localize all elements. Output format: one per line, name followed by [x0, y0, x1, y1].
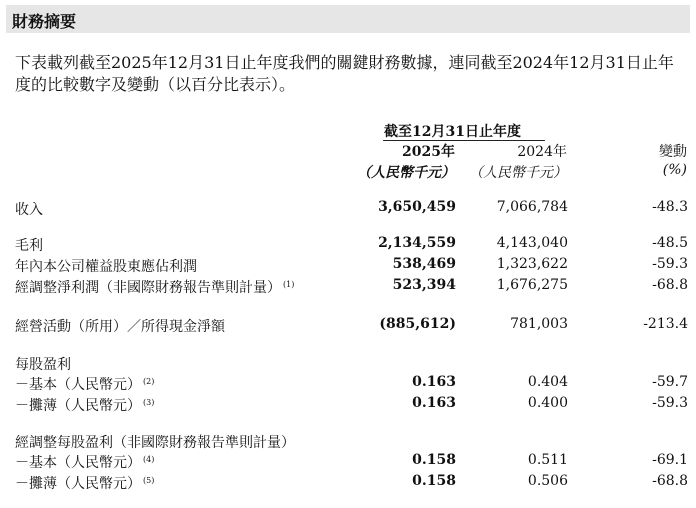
change-value: -69.1	[652, 452, 688, 468]
row-label: －攤薄（人民幣元） $^{(5)}$	[15, 476, 155, 492]
section-title: 財務摘要	[12, 12, 77, 31]
table-row	[0, 354, 696, 374]
value-2025: 3,650,459	[378, 199, 456, 215]
footnote-marker: (4)	[143, 455, 155, 464]
table-row	[0, 395, 696, 415]
table-row	[0, 432, 696, 452]
unit-2024-header: （人民幣千元）	[469, 165, 567, 181]
footnote-marker: (2)	[143, 377, 155, 386]
change-header: 變動	[659, 144, 687, 160]
change-unit-header: (%)	[662, 162, 687, 178]
section-title-bar	[6, 5, 690, 33]
value-2025: 0.158	[412, 452, 456, 468]
value-2025: 0.163	[412, 374, 456, 390]
table-row	[0, 374, 696, 394]
period-header: 截至12月31日止年度	[384, 124, 521, 140]
table-row	[0, 256, 696, 276]
value-2024: 0.511	[527, 452, 568, 468]
row-label: 毛利	[15, 238, 43, 254]
row-label: －攤薄（人民幣元） $^{(3)}$	[15, 398, 155, 414]
table-row	[0, 473, 696, 493]
value-2025: 0.158	[412, 473, 456, 489]
change-value: -59.3	[652, 395, 688, 411]
value-2025: 0.163	[412, 395, 456, 411]
footnote-marker: (1)	[283, 280, 295, 289]
change-value: -59.7	[652, 374, 688, 390]
change-value: -213.4	[643, 316, 688, 332]
table-row	[0, 316, 696, 336]
table-row	[0, 452, 696, 472]
intro-paragraph: 下表載列截至2025年12月31日止年度我們的關鍵財務數據，連同截至2024年12月31日止年度的比較數字及變動（以百分比表示）。	[15, 53, 674, 94]
footnote-marker: (5)	[143, 476, 155, 485]
footnote-marker: (3)	[143, 398, 155, 407]
row-label: 經營活動（所用）／所得現金淨額	[15, 319, 225, 335]
value-2024: 0.404	[527, 374, 568, 390]
table-row	[0, 235, 696, 255]
change-value: -48.5	[652, 235, 688, 251]
value-2025: 538,469	[392, 256, 456, 272]
table-row	[0, 277, 696, 297]
row-label: 經調整每股盈利（非國際財務報告準則計量）	[15, 435, 295, 451]
row-label: 年內本公司權益股東應佔利潤	[15, 259, 197, 275]
change-value: -68.8	[652, 277, 688, 293]
year-2024-header: 2024年	[517, 144, 567, 160]
change-value: -59.3	[652, 256, 688, 272]
value-2024: 781,003	[510, 316, 568, 332]
value-2024: 7,066,784	[496, 199, 568, 215]
row-label: －基本（人民幣元） $^{(4)}$	[15, 455, 155, 471]
row-label: 每股盈利	[15, 357, 71, 373]
value-2024: 1,323,622	[496, 256, 568, 272]
unit-2025-header: （人民幣千元）	[357, 165, 455, 181]
row-label: －基本（人民幣元） $^{(2)}$	[15, 377, 155, 393]
value-2024: 4,143,040	[496, 235, 568, 251]
value-2025: 523,394	[392, 277, 456, 293]
row-label: 經調整淨利潤（非國際財務報告準則計量） $^{(1)}$	[15, 280, 295, 296]
value-2025: 2,134,559	[378, 235, 456, 251]
table-row	[0, 199, 696, 219]
value-2025: (885,612)	[379, 316, 456, 332]
value-2024: 1,676,275	[496, 277, 568, 293]
row-label: 收入	[15, 202, 43, 218]
change-value: -48.3	[652, 199, 688, 215]
year-2025-header: 2025年	[402, 144, 455, 160]
value-2024: 0.506	[527, 473, 568, 489]
change-value: -68.8	[652, 473, 688, 489]
value-2024: 0.400	[527, 395, 568, 411]
